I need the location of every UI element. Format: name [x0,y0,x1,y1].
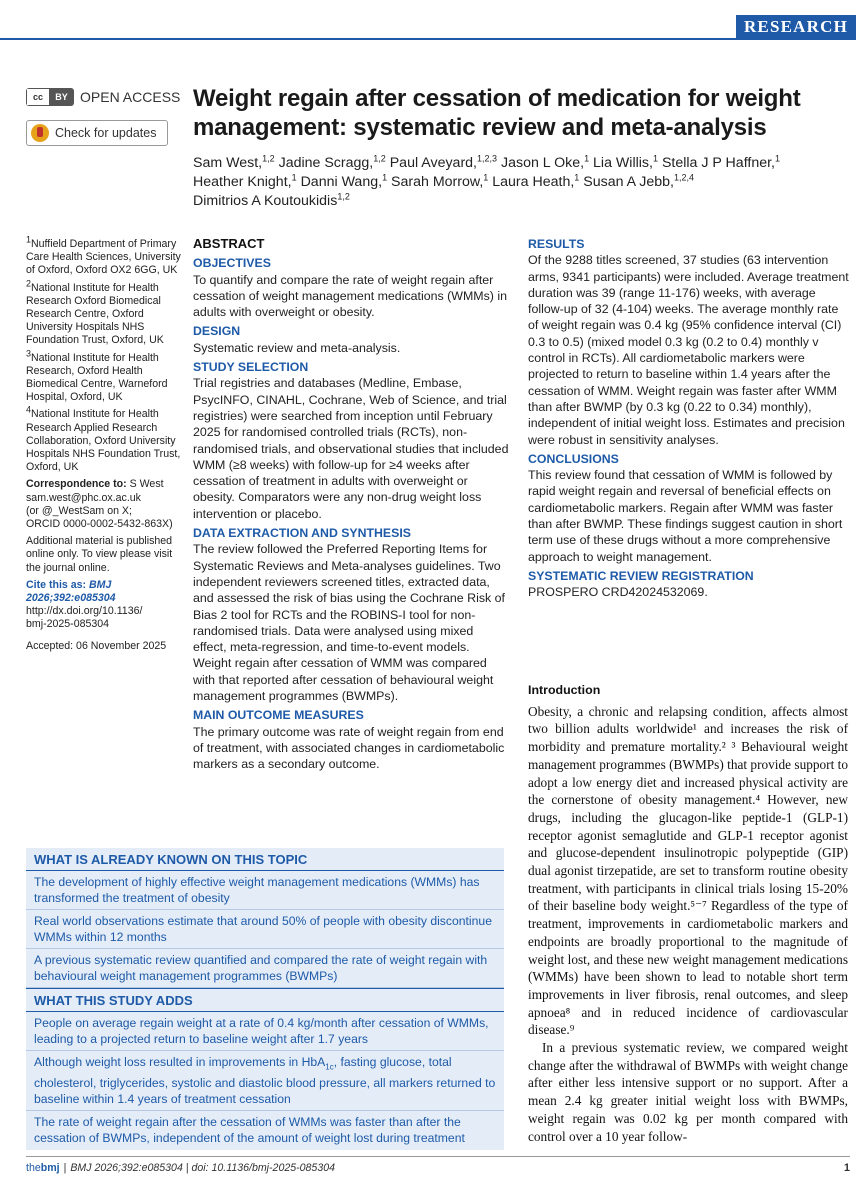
doi-link[interactable]: http://dx.doi.org/10.1136/ bmj-2025-085304 [26,605,143,631]
author[interactable]: Heather Knight,$^1$ [193,172,297,190]
selection-text: Trial registries and databases (Medline, Embase, PsycINFO, CINAHL, Cochrane, Web of Science, and trial registries) were searched from inception until February 2025 for randomised controlled trials (RCTs), non-randomised trials, and observational studies that included WMM (≥8 weeks) with follow-up for ≥4 weeks after cessation of treatment in adults with overweight or obesity. Comparators were any non-drug weight loss intervention or placebo. [193,376,509,521]
additional-material-note: Additional material is published online only. To view please visit the journal online. [26,535,173,574]
page-number: 1 [843,1162,850,1174]
by-label: BY [50,89,73,105]
registration-text: PROSPERO CRD42024532069. [528,585,708,600]
extraction-heading: DATA EXTRACTION AND SYNTHESIS [193,526,411,541]
outcome-text: The primary outcome was rate of weight regain from end of treatment, with associated changes in cardiometabolic markers as a secondary outcome. [193,724,505,772]
affiliation: $^2$National Institute for Health Research Oxford Biomedical Research Centre, Oxford University Hospitals NHS Foundation Trust, Oxford, UK [26,278,164,347]
design-text: Systematic review and meta-analysis. [193,340,401,355]
email-link[interactable]: sam.west@phc.ox.ac.uk [26,491,141,504]
known-heading: WHAT IS ALREADY KNOWN ON THIS TOPIC [26,848,504,871]
author[interactable]: Stella J P Haffner,$^1$ [661,153,780,171]
introduction-heading: Introduction [528,683,601,697]
design-heading: DESIGN [193,324,241,339]
cc-label: cc [27,89,50,105]
open-access-label: OPEN ACCESS [80,89,181,105]
extraction-text: The review followed the Preferred Reporting Items for Systematic Reviews and Meta-analyses guidelines. Two independent reviewers screened titles, extracted data, and assessed the risk of bias using the Cochrane Risk of Bias 2 tool for RCTs and the ROBINS-I tool for non-randomised trials. Data were analysed using mixed effect, meta-regression, and time-to-event models. Weight regain after cessation of WMM was compared with that reported after cessation of behavioural weight management programmes (BWMPs). [193,542,505,704]
intro-paragraph: Obesity, a chronic and relapsing condition, affects almost two billion adults worldwide¹ and increases the risk of morbidity and premature mortality.² ³ Behavioural weight management programmes (BWMPs) that provide support to adopt a low energy diet and increased physical activity are the cornerstone of obesity management.⁴ However, new drugs, including the glucagon-like peptide-1 (GLP-1) receptor agonist semaglutide and GLP-1 receptor agonist and glucose-dependent insulinotropic polypeptide (GIP) dual agonist tirzepatide, are set to transform routine obesity treatment, with participants in clinical trials losing 15-20% of their baseline body weight.⁵⁻⁷ Regardless of the type of treatment, improvements in cardiometabolic markers and endpoints are broadly proportional to the magnitude of weight lost, and these new weight management medications (WMMs) have been shown to lead to notable short term improvements in liver fibrosis, renal outcomes, and sleep apnoea⁸ and in reduced incidence of cardiovascular disease.⁹ [528,703,848,1038]
bmj-logo: thebmj [26,1162,60,1174]
adds-item: Although weight loss resulted in improvements in HbA$_{1c}$, fasting glucose, total cholesterol, triglycerides, systolic and diastolic blood pressure, all markers returned to baseline within 1.4 years of treatment cessation [26,1051,504,1111]
author[interactable]: Dimitrios A Koutoukidis$^{1,2}$ [193,191,350,209]
author-list [193,154,833,211]
open-access-badge[interactable] [26,88,180,106]
known-item: A previous systematic review quantified and compared the rate of weight regain with behavioural weight management programmes (BWMPs) [26,949,504,988]
conclusions-text: This review found that cessation of WMM is followed by rapid weight regain and reversal of beneficial effects on cardiometabolic markers. Regain after WMM was faster than after BWMP. These findings suggest caution in short term use of these drugs without a more comprehensive approach to weight management. [528,468,843,564]
header-rule [0,38,856,40]
citation-note: Cite this as: BMJ 2026;392:e085304 http://dx.doi.org/10.1136/ bmj-2025-085304 [26,578,143,631]
conclusions-heading: CONCLUSIONS [528,451,619,466]
author[interactable]: Jadine Scragg,$^{1,2}$ [278,153,386,171]
creative-commons-icon [26,88,74,106]
correspondence: Correspondence to: S West sam.west@phc.ox.ac.uk (or @_WestSam on X; ORCID 0000-0002-5432-863X) [26,478,173,531]
registration-heading: SYSTEMATIC REVIEW REGISTRATION [528,568,754,583]
check-updates-button[interactable] [26,120,168,146]
accepted-date: Accepted: 06 November 2025 [26,639,167,652]
check-updates-label: Check for updates [55,126,157,140]
introduction-section [528,682,848,1145]
page-footer [26,1162,850,1174]
affiliation: $^4$National Institute for Health Research Applied Research Collaboration, Oxford University Hospitals NHS Foundation Trust, Oxford, UK [26,404,181,474]
author[interactable]: Paul Aveyard,$^{1,2,3}$ [389,153,498,171]
author[interactable]: Laura Heath,$^1$ [492,172,580,190]
abstract-heading: ABSTRACT [193,236,265,251]
results-text: Of the 9288 titles screened, 37 studies (63 intervention arms, 9341 participants) were included. Average treatment duration was 39 (range 11-176) weeks, with average follow-up of 32 (4-104) weeks. The average monthly rate of weight regain was 0.4 kg (95% confidence interval (CI) 0.3 to 0.5) (mixed model 0.3 kg (0.2 to 0.4) monthly v control in RCTs). All cardiometabolic markers were projected to return to baseline within 1.4 years after the cessation of WMM. Weight regain was faster after WMM than after BWMP (by 0.3 kg (0.22 to 0.34) monthly), independent of initial weight loss. Estimates and precision were robust in sensitivity analyses. [528,253,849,447]
results-heading: RESULTS [528,237,585,251]
orcid-link[interactable]: ORCID 0000-0002-5432-863X) [26,518,173,531]
footer-citation: BMJ 2026;392:e085304 | doi: 10.1136/bmj-2025-085304 [70,1162,336,1174]
footer-separator: | [63,1162,67,1174]
adds-item: People on average regain weight at a rate of 0.4 kg/month after cessation of WMMs, leading to a projected return to baseline weight after 1.7 years [26,1012,504,1051]
adds-item: The rate of weight regain after the cessation of WMMs was faster than after the cessation of BWMPs, independent of the amount of weight lost during treatment [34,1115,465,1146]
author[interactable]: Susan A Jebb,$^{1,2,4}$ [583,172,695,190]
known-item: Real world observations estimate that around 50% of people with obesity discontinue WMMs within 12 months [26,910,504,949]
affiliations-sidebar [26,234,184,657]
affiliation: $^3$National Institute for Health Research, Oxford Health Biomedical Centre, Warneford Hospital, Oxford, UK [26,348,168,404]
crossmark-icon [31,124,49,142]
adds-heading: WHAT THIS STUDY ADDS [26,988,504,1012]
author[interactable]: Lia Willis,$^1$ [593,153,658,171]
abstract-right [528,236,850,601]
section-label: RESEARCH [736,15,856,38]
author[interactable]: Sam West,$^{1,2}$ [193,153,275,171]
author[interactable]: Jason L Oke,$^1$ [501,153,590,171]
author[interactable]: Danni Wang,$^1$ [300,172,388,190]
abstract-left [193,236,509,773]
footer-rule [26,1156,850,1157]
objectives-text: To quantify and compare the rate of weight regain after cessation of weight management medications (WMMs) in adults with overweight or obesity. [193,272,508,320]
intro-paragraph: In a previous systematic review, we compared weight change after the withdrawal of BWMPs with weight change after either less intensive support or no support. After a mean 2.4 kg greater initial weight loss with BWMPs, weight regain was 0.02 kg per month compared with control over a 10 year follow- [528,1040,848,1144]
known-item: The development of highly effective weight management medications (WMMs) has transformed the treatment of obesity [26,871,504,910]
affiliation: $^1$Nuffield Department of Primary Care Health Sciences, University of Oxford, Oxford OX2 6GG, UK [26,234,181,277]
selection-heading: STUDY SELECTION [193,360,309,375]
objectives-heading: OBJECTIVES [193,256,271,271]
header-bar [0,0,856,38]
article-title: Weight regain after cessation of medication for weight management: systematic review and meta-analysis [193,85,801,141]
author[interactable]: Sarah Morrow,$^1$ [391,172,489,190]
summary-box [26,848,504,1150]
outcome-heading: MAIN OUTCOME MEASURES [193,708,364,723]
